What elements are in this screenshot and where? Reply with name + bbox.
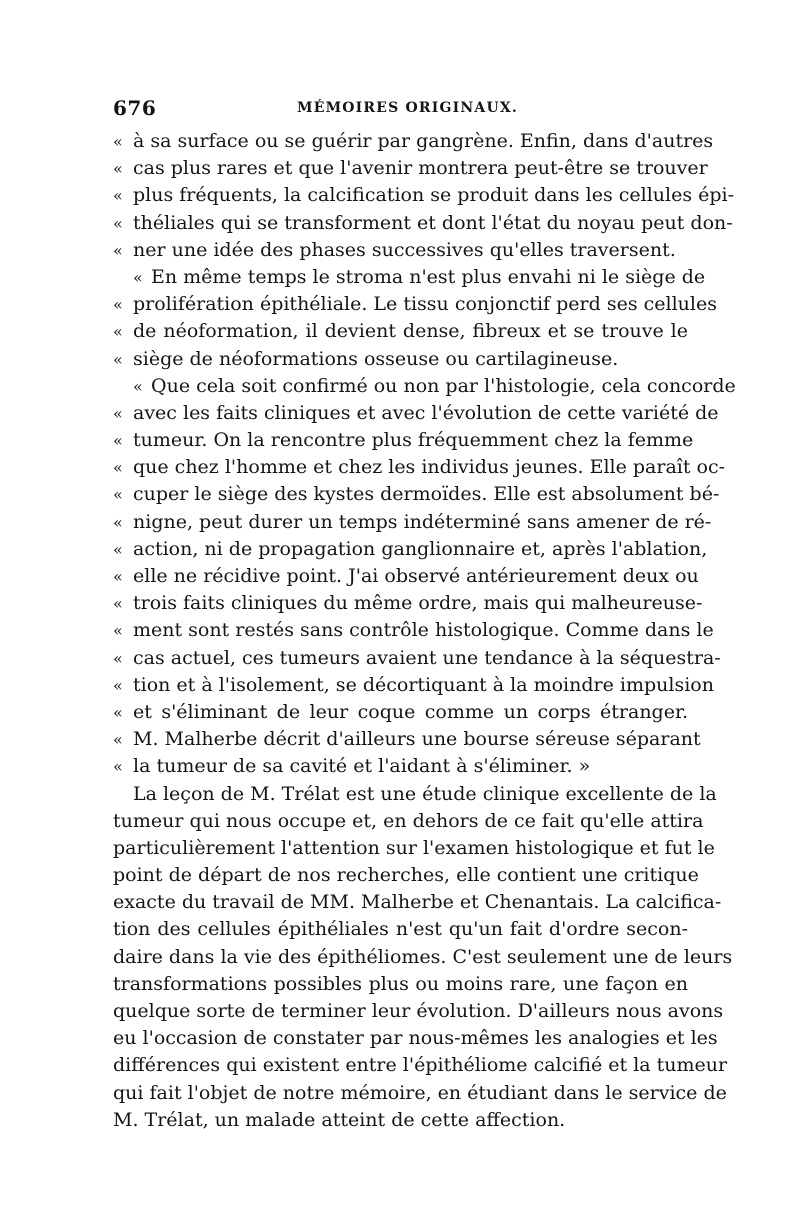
text-line — [113, 237, 688, 264]
running-title: MÉMOIRES ORIGINAUX. — [297, 100, 518, 116]
line-text: ment sont restés sans contrôle histologique. Comme dans le — [133, 619, 714, 642]
quote-mark: « — [113, 322, 123, 342]
text-line — [113, 862, 699, 889]
text-line — [113, 889, 722, 916]
line-text: M. Malherbe décrit d'ailleurs une bourse séreuse séparant — [133, 728, 701, 751]
quote-mark: « — [113, 295, 123, 315]
quote-mark: « — [113, 240, 123, 260]
line-text: exacte du travail de MM. Malherbe et Chenantais. La calcifica- — [113, 891, 722, 914]
line-text: ner une idée des phases successives qu'elles traversent. — [133, 238, 676, 261]
line-text: elle ne récidive point. J'ai observé antérieurement deux ou — [133, 565, 699, 587]
line-text: de néoformation, il devient dense, fibreux et se trouve le — [133, 320, 688, 343]
quote-mark: « — [113, 621, 123, 641]
line-text: la tumeur de sa cavité et l'aidant à s'éliminer. » — [133, 755, 591, 778]
quote-mark: « — [133, 376, 143, 396]
line-text: cas actuel, ces tumeurs avaient une tendance à la séquestra- — [133, 646, 721, 669]
quote-mark: « — [113, 757, 123, 777]
line-text: et s'éliminant de leur coque comme un corps étranger. — [133, 700, 688, 723]
text-line — [113, 427, 694, 454]
text-line — [113, 536, 708, 563]
text-line — [113, 291, 717, 318]
line-text: tion des cellules épithéliales n'est qu'un fait d'ordre secon- — [113, 918, 688, 941]
text-line — [113, 835, 715, 862]
line-text: plus fréquents, la calcification se produit dans les cellules épi- — [133, 184, 735, 207]
quote-mark: « — [113, 539, 123, 559]
text-line — [113, 998, 724, 1025]
text-line — [113, 1025, 718, 1052]
quote-mark: « — [113, 132, 123, 151]
text-line — [113, 944, 733, 971]
line-text: différences qui existent entre l'épithéliome calcifié et la tumeur — [113, 1054, 728, 1077]
quote-mark: « — [113, 567, 123, 586]
text-line — [113, 590, 703, 617]
line-text: prolifération épithéliale. Le tissu conjonctif perd ses cellules — [133, 293, 717, 316]
line-text: tumeur. On la rencontre plus fréquemment chez la femme — [133, 429, 694, 452]
text-line — [113, 1080, 727, 1107]
quote-mark: « — [113, 403, 123, 423]
text-line — [113, 1052, 728, 1079]
quote-mark: « — [113, 702, 123, 722]
line-text: point de départ de nos recherches, elle contient une critique — [113, 864, 699, 887]
text-line — [113, 699, 688, 726]
text-line — [113, 400, 719, 427]
quote-mark: « — [113, 730, 123, 750]
text-line — [113, 808, 704, 835]
body-text — [113, 128, 736, 1134]
quote-mark: « — [113, 458, 123, 478]
line-text: eu l'occasion de constater par nous-mêmes les analogies et les — [113, 1027, 718, 1050]
line-text: que chez l'homme et chez les individus jeunes. Elle paraît oc- — [133, 456, 726, 479]
page-number: 676 — [113, 96, 157, 120]
line-text: cas plus rares et que l'avenir montrera peut-être se trouver — [133, 157, 708, 180]
text-line — [113, 264, 706, 291]
text-line — [113, 318, 688, 345]
line-text: tumeur qui nous occupe et, en dehors de ce fait qu'elle attira — [113, 809, 704, 832]
line-text: théliales qui se transforment et dont l'état du noyau peut don- — [133, 211, 733, 234]
line-text: M. Trélat, un malade atteint de cette affection. — [113, 1108, 566, 1131]
line-text: daire dans la vie des épithéliomes. C'est seulement une de leurs — [113, 945, 733, 968]
line-text: tion et à l'isolement, se décortiquant à la moindre impulsion — [133, 673, 714, 696]
line-text: avec les faits cliniques et avec l'évolution de cette variété de — [133, 401, 719, 424]
text-line — [113, 454, 726, 481]
line-text: nigne, peut durer un temps indéterminé sans amener de ré- — [133, 510, 712, 533]
quote-mark: « — [113, 512, 123, 532]
quote-mark: « — [113, 213, 123, 233]
text-line — [113, 971, 688, 998]
text-line — [113, 210, 733, 237]
text-line — [113, 155, 708, 182]
text-line — [113, 509, 712, 536]
text-line — [113, 781, 717, 808]
line-text: qui fait l'objet de notre mémoire, en étudiant dans le service de — [113, 1081, 727, 1104]
quote-mark: « — [113, 349, 123, 369]
quote-mark: « — [113, 594, 123, 614]
quote-mark: « — [113, 648, 123, 668]
line-text: trois faits cliniques du même ordre, mais qui malheureuse- — [133, 592, 703, 615]
text-line — [113, 916, 688, 943]
text-line — [113, 481, 720, 508]
quote-mark: « — [113, 485, 123, 505]
text-line — [113, 753, 688, 780]
line-text: cuper le siège des kystes dermoïdes. Elle est absolument bé- — [133, 483, 720, 506]
text-line — [113, 645, 721, 672]
quote-mark: « — [113, 675, 123, 695]
quote-mark: « — [133, 267, 143, 287]
page-header — [113, 96, 688, 124]
line-text: transformations possibles plus ou moins rare, une façon en — [113, 972, 688, 995]
text-line — [113, 128, 714, 155]
text-line — [113, 726, 701, 753]
line-text: quelque sorte de terminer leur évolution. D'ailleurs nous avons — [113, 1000, 724, 1022]
text-line — [113, 617, 714, 644]
text-line — [113, 373, 736, 400]
line-text: La leçon de M. Trélat est une étude clinique excellente de la — [133, 782, 717, 805]
text-line — [113, 346, 688, 373]
quote-mark: « — [113, 159, 123, 179]
text-line — [113, 672, 714, 699]
text-line — [113, 182, 735, 209]
line-text: à sa surface ou se guérir par gangrène. Enfin, dans d'autres — [133, 130, 714, 152]
line-text: En même temps le stroma n'est plus envahi ni le siège de — [151, 265, 706, 288]
line-text: action, ni de propagation ganglionnaire et, après l'ablation, — [133, 537, 708, 560]
line-text: siège de néoformations osseuse ou cartilagineuse. — [133, 347, 619, 370]
line-text: Que cela soit confirmé ou non par l'histologie, cela concorde — [151, 374, 736, 397]
line-text: particulièrement l'attention sur l'examen histologique et fut le — [113, 836, 715, 859]
quote-mark: « — [113, 431, 123, 451]
text-line — [113, 1107, 688, 1134]
quote-mark: « — [113, 186, 123, 206]
text-line — [113, 563, 699, 590]
